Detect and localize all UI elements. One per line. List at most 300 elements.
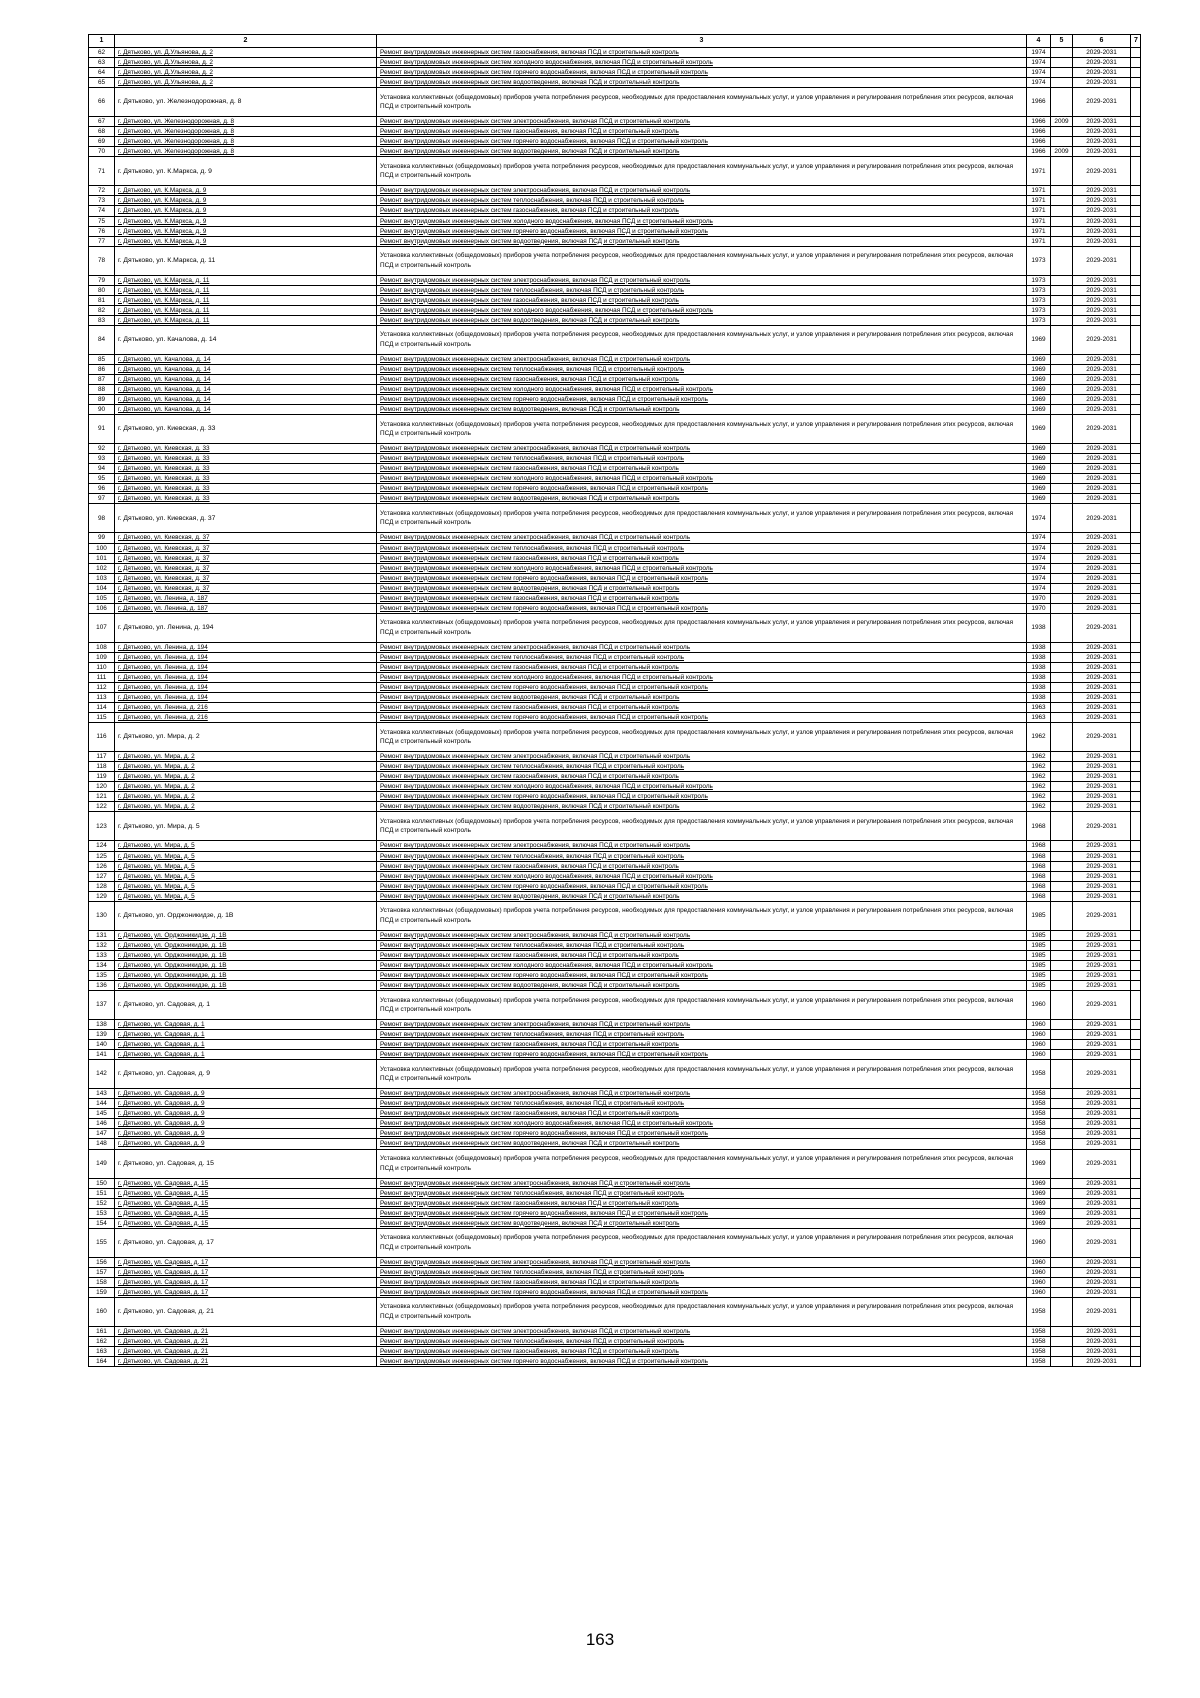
address-cell: г. Дятьково, ул. Садовая, д. 15 — [115, 1188, 377, 1198]
work-type-cell: Ремонт внутридомовых инженерных систем газоснабжения, включая ПСД и строительный контроль — [377, 703, 1027, 713]
build-year-cell: 1969 — [1027, 444, 1051, 454]
work-type-cell: Ремонт внутридомовых инженерных систем газоснабжения, включая ПСД и строительный контроль — [377, 553, 1027, 563]
empty-cell — [1131, 642, 1141, 652]
planned-period-cell: 2029-2031 — [1073, 782, 1131, 792]
planned-period-cell: 2029-2031 — [1073, 1218, 1131, 1228]
table-row — [89, 871, 1141, 881]
planned-period-cell: 2029-2031 — [1073, 802, 1131, 812]
last-repair-year-cell — [1051, 226, 1073, 236]
planned-period-cell: 2029-2031 — [1073, 354, 1131, 364]
row-number: 70 — [89, 147, 115, 157]
table-row — [89, 851, 1141, 861]
work-type-cell: Ремонт внутридомовых инженерных систем горячего водоснабжения, включая ПСД и строительный контроль — [377, 68, 1027, 78]
address-cell: г. Дятьково, ул. Киевская, д. 33 — [115, 484, 377, 494]
address-cell: г. Дятьково, ул. Садовая, д. 21 — [115, 1336, 377, 1346]
empty-cell — [1131, 672, 1141, 682]
last-repair-year-cell — [1051, 236, 1073, 246]
planned-period-cell: 2029-2031 — [1073, 573, 1131, 583]
table-row — [89, 772, 1141, 782]
address-cell: г. Дятьково, ул. Д.Ульянова, д. 2 — [115, 58, 377, 68]
row-number: 94 — [89, 464, 115, 474]
row-number: 79 — [89, 275, 115, 285]
empty-cell — [1131, 1326, 1141, 1336]
build-year-cell: 1974 — [1027, 543, 1051, 553]
build-year-cell: 1969 — [1027, 415, 1051, 444]
table-row — [89, 1129, 1141, 1139]
build-year-cell: 1985 — [1027, 960, 1051, 970]
build-year-cell: 1938 — [1027, 683, 1051, 693]
table-row — [89, 642, 1141, 652]
row-number: 103 — [89, 573, 115, 583]
last-repair-year-cell — [1051, 812, 1073, 841]
address-cell: г. Дятьково, ул. Садовая, д. 1 — [115, 1040, 377, 1050]
last-repair-year-cell — [1051, 1218, 1073, 1228]
build-year-cell: 1960 — [1027, 1267, 1051, 1277]
build-year-cell: 1969 — [1027, 1198, 1051, 1208]
last-repair-year-cell — [1051, 315, 1073, 325]
table-row — [89, 374, 1141, 384]
table-row — [89, 593, 1141, 603]
work-type-cell: Ремонт внутридомовых инженерных систем электроснабжения, включая ПСД и строительный контроль — [377, 752, 1027, 762]
address-cell: г. Дятьково, ул. Мира, д. 2 — [115, 723, 377, 752]
table-row — [89, 533, 1141, 543]
work-type-cell: Ремонт внутридомовых инженерных систем теплоснабжения, включая ПСД и строительный контроль — [377, 652, 1027, 662]
empty-cell — [1131, 563, 1141, 573]
last-repair-year-cell — [1051, 970, 1073, 980]
table-row — [89, 305, 1141, 315]
last-repair-year-cell — [1051, 871, 1073, 881]
planned-period-cell: 2029-2031 — [1073, 285, 1131, 295]
work-type-cell: Установка коллективных (общедомовых) приборов учета потребления ресурсов, необходимых для предоставления коммунальных услуг, и узлов управления и регулирования потребления этих ресурсов, включая ПСД и строительный контроль — [377, 1297, 1027, 1326]
address-cell: г. Дятьково, ул. Орджоникидзе, д. 1В — [115, 901, 377, 930]
last-repair-year-cell — [1051, 1040, 1073, 1050]
row-number: 109 — [89, 652, 115, 662]
row-number: 161 — [89, 1326, 115, 1336]
build-year-cell: 1974 — [1027, 563, 1051, 573]
last-repair-year-cell — [1051, 563, 1073, 573]
table-row — [89, 1228, 1141, 1257]
last-repair-year-cell — [1051, 573, 1073, 583]
table-row — [89, 613, 1141, 642]
build-year-cell: 1958 — [1027, 1109, 1051, 1119]
address-cell: г. Дятьково, ул. К.Маркса, д. 11 — [115, 315, 377, 325]
column-header: 6 — [1073, 35, 1131, 48]
last-repair-year-cell: 2009 — [1051, 147, 1073, 157]
address-cell: г. Дятьково, ул. Киевская, д. 37 — [115, 504, 377, 533]
row-number: 125 — [89, 851, 115, 861]
address-cell: г. Дятьково, ул. Железнодорожная, д. 8 — [115, 127, 377, 137]
planned-period-cell: 2029-2031 — [1073, 295, 1131, 305]
table-row — [89, 940, 1141, 950]
planned-period-cell: 2029-2031 — [1073, 713, 1131, 723]
last-repair-year-cell — [1051, 88, 1073, 117]
row-number: 153 — [89, 1208, 115, 1218]
build-year-cell: 1962 — [1027, 723, 1051, 752]
row-number: 85 — [89, 354, 115, 364]
work-type-cell: Ремонт внутридомовых инженерных систем газоснабжения, включая ПСД и строительный контроль — [377, 950, 1027, 960]
planned-period-cell: 2029-2031 — [1073, 88, 1131, 117]
empty-cell — [1131, 464, 1141, 474]
table-row — [89, 88, 1141, 117]
address-cell: г. Дятьково, ул. Садовая, д. 15 — [115, 1208, 377, 1218]
work-type-cell: Ремонт внутридомовых инженерных систем горячего водоснабжения, включая ПСД и строительный контроль — [377, 1208, 1027, 1218]
table-row — [89, 494, 1141, 504]
last-repair-year-cell — [1051, 454, 1073, 464]
build-year-cell: 1985 — [1027, 940, 1051, 950]
build-year-cell: 1960 — [1027, 1050, 1051, 1060]
table-row — [89, 1257, 1141, 1267]
row-number: 124 — [89, 841, 115, 851]
empty-cell — [1131, 1089, 1141, 1099]
last-repair-year-cell — [1051, 48, 1073, 58]
row-number: 96 — [89, 484, 115, 494]
build-year-cell: 1985 — [1027, 950, 1051, 960]
address-cell: г. Дятьково, ул. Садовая, д. 1 — [115, 991, 377, 1020]
planned-period-cell: 2029-2031 — [1073, 970, 1131, 980]
last-repair-year-cell — [1051, 703, 1073, 713]
work-type-cell: Ремонт внутридомовых инженерных систем горячего водоснабжения, включая ПСД и строительный контроль — [377, 792, 1027, 802]
last-repair-year-cell — [1051, 981, 1073, 991]
planned-period-cell: 2029-2031 — [1073, 395, 1131, 405]
last-repair-year-cell — [1051, 1297, 1073, 1326]
empty-cell — [1131, 950, 1141, 960]
last-repair-year-cell — [1051, 723, 1073, 752]
planned-period-cell: 2029-2031 — [1073, 613, 1131, 642]
table-row — [89, 950, 1141, 960]
empty-cell — [1131, 1208, 1141, 1218]
empty-cell — [1131, 752, 1141, 762]
last-repair-year-cell — [1051, 1336, 1073, 1346]
row-number: 138 — [89, 1020, 115, 1030]
last-repair-year-cell — [1051, 1208, 1073, 1218]
build-year-cell: 1958 — [1027, 1060, 1051, 1089]
planned-period-cell: 2029-2031 — [1073, 950, 1131, 960]
build-year-cell: 1938 — [1027, 662, 1051, 672]
row-number: 136 — [89, 981, 115, 991]
row-number: 81 — [89, 295, 115, 305]
work-type-cell: Ремонт внутридомовых инженерных систем газоснабжения, включая ПСД и строительный контроль — [377, 1347, 1027, 1357]
address-cell: г. Дятьково, ул. Качалова, д. 14 — [115, 325, 377, 354]
address-cell: г. Дятьково, ул. Садовая, д. 9 — [115, 1139, 377, 1149]
build-year-cell: 1974 — [1027, 583, 1051, 593]
row-number: 99 — [89, 533, 115, 543]
work-type-cell: Ремонт внутридомовых инженерных систем холодного водоснабжения, включая ПСД и строительный контроль — [377, 305, 1027, 315]
build-year-cell: 1938 — [1027, 642, 1051, 652]
empty-cell — [1131, 186, 1141, 196]
page-number: 163 — [585, 1630, 615, 1649]
empty-cell — [1131, 295, 1141, 305]
row-number: 80 — [89, 285, 115, 295]
last-repair-year-cell — [1051, 58, 1073, 68]
table-row — [89, 474, 1141, 484]
work-type-cell: Ремонт внутридомовых инженерных систем электроснабжения, включая ПСД и строительный контроль — [377, 1020, 1027, 1030]
row-number: 141 — [89, 1050, 115, 1060]
table-row — [89, 1060, 1141, 1089]
address-cell: г. Дятьково, ул. Садовая, д. 9 — [115, 1099, 377, 1109]
table-row — [89, 196, 1141, 206]
row-number: 68 — [89, 127, 115, 137]
address-cell: г. Дятьково, ул. Мира, д. 5 — [115, 881, 377, 891]
row-number: 110 — [89, 662, 115, 672]
planned-period-cell: 2029-2031 — [1073, 1257, 1131, 1267]
last-repair-year-cell — [1051, 1228, 1073, 1257]
planned-period-cell: 2029-2031 — [1073, 364, 1131, 374]
build-year-cell: 1968 — [1027, 891, 1051, 901]
row-number: 89 — [89, 395, 115, 405]
work-type-cell: Ремонт внутридомовых инженерных систем газоснабжения, включая ПСД и строительный контроль — [377, 206, 1027, 216]
row-number: 123 — [89, 812, 115, 841]
table-row — [89, 1178, 1141, 1188]
last-repair-year-cell — [1051, 295, 1073, 305]
table-row — [89, 295, 1141, 305]
column-header: 2 — [115, 35, 377, 48]
address-cell: г. Дятьково, ул. Садовая, д. 17 — [115, 1267, 377, 1277]
table-row — [89, 662, 1141, 672]
empty-cell — [1131, 533, 1141, 543]
empty-cell — [1131, 981, 1141, 991]
table-row — [89, 1040, 1141, 1050]
table-row — [89, 1198, 1141, 1208]
work-type-cell: Установка коллективных (общедомовых) приборов учета потребления ресурсов, необходимых для предоставления коммунальных услуг, и узлов управления и регулирования потребления этих ресурсов, включая ПСД и строительный контроль — [377, 415, 1027, 444]
address-cell: г. Дятьково, ул. Садовая, д. 21 — [115, 1297, 377, 1326]
address-cell: г. Дятьково, ул. Садовая, д. 1 — [115, 1050, 377, 1060]
last-repair-year-cell — [1051, 1129, 1073, 1139]
table-row — [89, 1218, 1141, 1228]
empty-cell — [1131, 1020, 1141, 1030]
empty-cell — [1131, 226, 1141, 236]
row-number: 118 — [89, 762, 115, 772]
build-year-cell: 1973 — [1027, 285, 1051, 295]
build-year-cell: 1960 — [1027, 1257, 1051, 1267]
planned-period-cell: 2029-2031 — [1073, 325, 1131, 354]
table-row — [89, 364, 1141, 374]
planned-period-cell: 2029-2031 — [1073, 385, 1131, 395]
table-row — [89, 454, 1141, 464]
work-type-cell: Ремонт внутридомовых инженерных систем холодного водоснабжения, включая ПСД и строительный контроль — [377, 782, 1027, 792]
address-cell: г. Дятьково, ул. Мира, д. 2 — [115, 792, 377, 802]
last-repair-year-cell — [1051, 930, 1073, 940]
last-repair-year-cell — [1051, 1099, 1073, 1109]
address-cell: г. Дятьково, ул. Садовая, д. 1 — [115, 1030, 377, 1040]
build-year-cell: 1968 — [1027, 841, 1051, 851]
build-year-cell: 1968 — [1027, 851, 1051, 861]
address-cell: г. Дятьково, ул. Киевская, д. 37 — [115, 533, 377, 543]
address-cell: г. Дятьково, ул. Орджоникидзе, д. 1В — [115, 981, 377, 991]
address-cell: г. Дятьково, ул. Качалова, д. 14 — [115, 374, 377, 384]
planned-period-cell: 2029-2031 — [1073, 246, 1131, 275]
planned-period-cell: 2029-2031 — [1073, 58, 1131, 68]
build-year-cell: 1971 — [1027, 216, 1051, 226]
planned-period-cell: 2029-2031 — [1073, 1297, 1131, 1326]
work-type-cell: Ремонт внутридомовых инженерных систем водоотведения, включая ПСД и строительный контроль — [377, 583, 1027, 593]
last-repair-year-cell — [1051, 1178, 1073, 1188]
address-cell: г. Дятьково, ул. Мира, д. 2 — [115, 772, 377, 782]
address-cell: г. Дятьково, ул. Ленина, д. 187 — [115, 593, 377, 603]
planned-period-cell: 2029-2031 — [1073, 1099, 1131, 1109]
planned-period-cell: 2029-2031 — [1073, 991, 1131, 1020]
work-type-cell: Ремонт внутридомовых инженерных систем теплоснабжения, включая ПСД и строительный контроль — [377, 1267, 1027, 1277]
build-year-cell: 1973 — [1027, 295, 1051, 305]
row-number: 108 — [89, 642, 115, 652]
table-row — [89, 991, 1141, 1020]
planned-period-cell: 2029-2031 — [1073, 930, 1131, 940]
address-cell: г. Дятьково, ул. Качалова, д. 14 — [115, 385, 377, 395]
row-number: 66 — [89, 88, 115, 117]
address-cell: г. Дятьково, ул. Садовая, д. 9 — [115, 1060, 377, 1089]
empty-cell — [1131, 841, 1141, 851]
work-type-cell: Ремонт внутридомовых инженерных систем водоотведения, включая ПСД и строительный контроль — [377, 891, 1027, 901]
table-row — [89, 1030, 1141, 1040]
work-type-cell: Ремонт внутридомовых инженерных систем газоснабжения, включая ПСД и строительный контроль — [377, 593, 1027, 603]
table-row — [89, 723, 1141, 752]
build-year-cell: 1966 — [1027, 147, 1051, 157]
row-number: 152 — [89, 1198, 115, 1208]
work-type-cell: Ремонт внутридомовых инженерных систем холодного водоснабжения, включая ПСД и строительный контроль — [377, 960, 1027, 970]
build-year-cell: 1963 — [1027, 713, 1051, 723]
last-repair-year-cell — [1051, 603, 1073, 613]
table-row — [89, 1089, 1141, 1099]
work-type-cell: Ремонт внутридомовых инженерных систем газоснабжения, включая ПСД и строительный контроль — [377, 295, 1027, 305]
row-number: 104 — [89, 583, 115, 593]
work-type-cell: Ремонт внутридомовых инженерных систем газоснабжения, включая ПСД и строительный контроль — [377, 861, 1027, 871]
last-repair-year-cell — [1051, 960, 1073, 970]
planned-period-cell: 2029-2031 — [1073, 662, 1131, 672]
address-cell: г. Дятьково, ул. К.Маркса, д. 9 — [115, 236, 377, 246]
last-repair-year-cell — [1051, 533, 1073, 543]
build-year-cell: 1966 — [1027, 117, 1051, 127]
planned-period-cell: 2029-2031 — [1073, 723, 1131, 752]
build-year-cell: 1974 — [1027, 58, 1051, 68]
address-cell: г. Дятьково, ул. Садовая, д. 17 — [115, 1257, 377, 1267]
table-row — [89, 683, 1141, 693]
work-type-cell: Ремонт внутридомовых инженерных систем горячего водоснабжения, включая ПСД и строительный контроль — [377, 484, 1027, 494]
empty-cell — [1131, 940, 1141, 950]
empty-cell — [1131, 1357, 1141, 1367]
address-cell: г. Дятьково, ул. Ленина, д. 187 — [115, 603, 377, 613]
row-number: 84 — [89, 325, 115, 354]
row-number: 148 — [89, 1139, 115, 1149]
planned-period-cell: 2029-2031 — [1073, 275, 1131, 285]
work-type-cell: Ремонт внутридомовых инженерных систем электроснабжения, включая ПСД и строительный контроль — [377, 444, 1027, 454]
planned-period-cell: 2029-2031 — [1073, 871, 1131, 881]
address-cell: г. Дятьково, ул. Ленина, д. 194 — [115, 652, 377, 662]
table-row — [89, 1267, 1141, 1277]
build-year-cell: 1973 — [1027, 275, 1051, 285]
work-type-cell: Ремонт внутридомовых инженерных систем газоснабжения, включая ПСД и строительный контроль — [377, 374, 1027, 384]
table-row — [89, 464, 1141, 474]
last-repair-year-cell — [1051, 1257, 1073, 1267]
row-number: 116 — [89, 723, 115, 752]
table-row — [89, 147, 1141, 157]
address-cell: г. Дятьково, ул. Ленина, д. 194 — [115, 642, 377, 652]
empty-cell — [1131, 275, 1141, 285]
table-row — [89, 841, 1141, 851]
last-repair-year-cell — [1051, 940, 1073, 950]
planned-period-cell: 2029-2031 — [1073, 762, 1131, 772]
empty-cell — [1131, 137, 1141, 147]
address-cell: г. Дятьково, ул. Орджоникидзе, д. 1В — [115, 930, 377, 940]
build-year-cell: 1969 — [1027, 494, 1051, 504]
planned-period-cell: 2029-2031 — [1073, 226, 1131, 236]
table-row — [89, 325, 1141, 354]
work-type-cell: Ремонт внутридомовых инженерных систем водоотведения, включая ПСД и строительный контроль — [377, 78, 1027, 88]
planned-period-cell: 2029-2031 — [1073, 68, 1131, 78]
address-cell: г. Дятьково, ул. Д.Ульянова, д. 2 — [115, 68, 377, 78]
work-type-cell: Ремонт внутридомовых инженерных систем теплоснабжения, включая ПСД и строительный контроль — [377, 1030, 1027, 1040]
row-number: 126 — [89, 861, 115, 871]
work-type-cell: Ремонт внутридомовых инженерных систем водоотведения, включая ПСД и строительный контроль — [377, 236, 1027, 246]
table-row — [89, 504, 1141, 533]
empty-cell — [1131, 891, 1141, 901]
table-row — [89, 48, 1141, 58]
build-year-cell: 1958 — [1027, 1139, 1051, 1149]
table-row — [89, 583, 1141, 593]
build-year-cell: 1969 — [1027, 364, 1051, 374]
address-cell: г. Дятьково, ул. Мира, д. 2 — [115, 802, 377, 812]
planned-period-cell: 2029-2031 — [1073, 1267, 1131, 1277]
planned-period-cell: 2029-2031 — [1073, 693, 1131, 703]
empty-cell — [1131, 553, 1141, 563]
table-row — [89, 1149, 1141, 1178]
planned-period-cell: 2029-2031 — [1073, 563, 1131, 573]
work-type-cell: Ремонт внутридомовых инженерных систем горячего водоснабжения, включая ПСД и строительный контроль — [377, 395, 1027, 405]
work-type-cell: Ремонт внутридомовых инженерных систем горячего водоснабжения, включая ПСД и строительный контроль — [377, 970, 1027, 980]
empty-cell — [1131, 78, 1141, 88]
row-number: 111 — [89, 672, 115, 682]
last-repair-year-cell — [1051, 186, 1073, 196]
build-year-cell: 1958 — [1027, 1297, 1051, 1326]
work-type-cell: Ремонт внутридомовых инженерных систем теплоснабжения, включая ПСД и строительный контроль — [377, 940, 1027, 950]
table-row — [89, 68, 1141, 78]
planned-period-cell: 2029-2031 — [1073, 851, 1131, 861]
planned-period-cell: 2029-2031 — [1073, 1287, 1131, 1297]
row-number: 117 — [89, 752, 115, 762]
build-year-cell: 1968 — [1027, 861, 1051, 871]
empty-cell — [1131, 48, 1141, 58]
empty-cell — [1131, 405, 1141, 415]
empty-cell — [1131, 723, 1141, 752]
last-repair-year-cell — [1051, 593, 1073, 603]
empty-cell — [1131, 543, 1141, 553]
planned-period-cell: 2029-2031 — [1073, 1357, 1131, 1367]
empty-cell — [1131, 1178, 1141, 1188]
empty-cell — [1131, 583, 1141, 593]
build-year-cell: 1962 — [1027, 762, 1051, 772]
planned-period-cell: 2029-2031 — [1073, 206, 1131, 216]
empty-cell — [1131, 881, 1141, 891]
build-year-cell: 1969 — [1027, 454, 1051, 464]
work-type-cell: Ремонт внутридомовых инженерных систем холодного водоснабжения, включая ПСД и строительный контроль — [377, 672, 1027, 682]
row-number: 139 — [89, 1030, 115, 1040]
last-repair-year-cell — [1051, 157, 1073, 186]
address-cell: г. Дятьково, ул. Садовая, д. 15 — [115, 1149, 377, 1178]
row-number: 155 — [89, 1228, 115, 1257]
last-repair-year-cell — [1051, 1357, 1073, 1367]
table-row — [89, 246, 1141, 275]
last-repair-year-cell — [1051, 792, 1073, 802]
work-type-cell: Ремонт внутридомовых инженерных систем газоснабжения, включая ПСД и строительный контроль — [377, 127, 1027, 137]
empty-cell — [1131, 1277, 1141, 1287]
planned-period-cell: 2029-2031 — [1073, 553, 1131, 563]
row-number: 73 — [89, 196, 115, 206]
address-cell: г. Дятьково, ул. Садовая, д. 9 — [115, 1089, 377, 1099]
planned-period-cell: 2029-2031 — [1073, 405, 1131, 415]
planned-period-cell: 2029-2031 — [1073, 1228, 1131, 1257]
last-repair-year-cell — [1051, 1060, 1073, 1089]
table-row — [89, 603, 1141, 613]
work-type-cell: Установка коллективных (общедомовых) приборов учета потребления ресурсов, необходимых для предоставления коммунальных услуг, и узлов управления и регулирования потребления этих ресурсов, включая ПСД и строительный контроль — [377, 1060, 1027, 1089]
address-cell: г. Дятьково, ул. К.Маркса, д. 9 — [115, 186, 377, 196]
